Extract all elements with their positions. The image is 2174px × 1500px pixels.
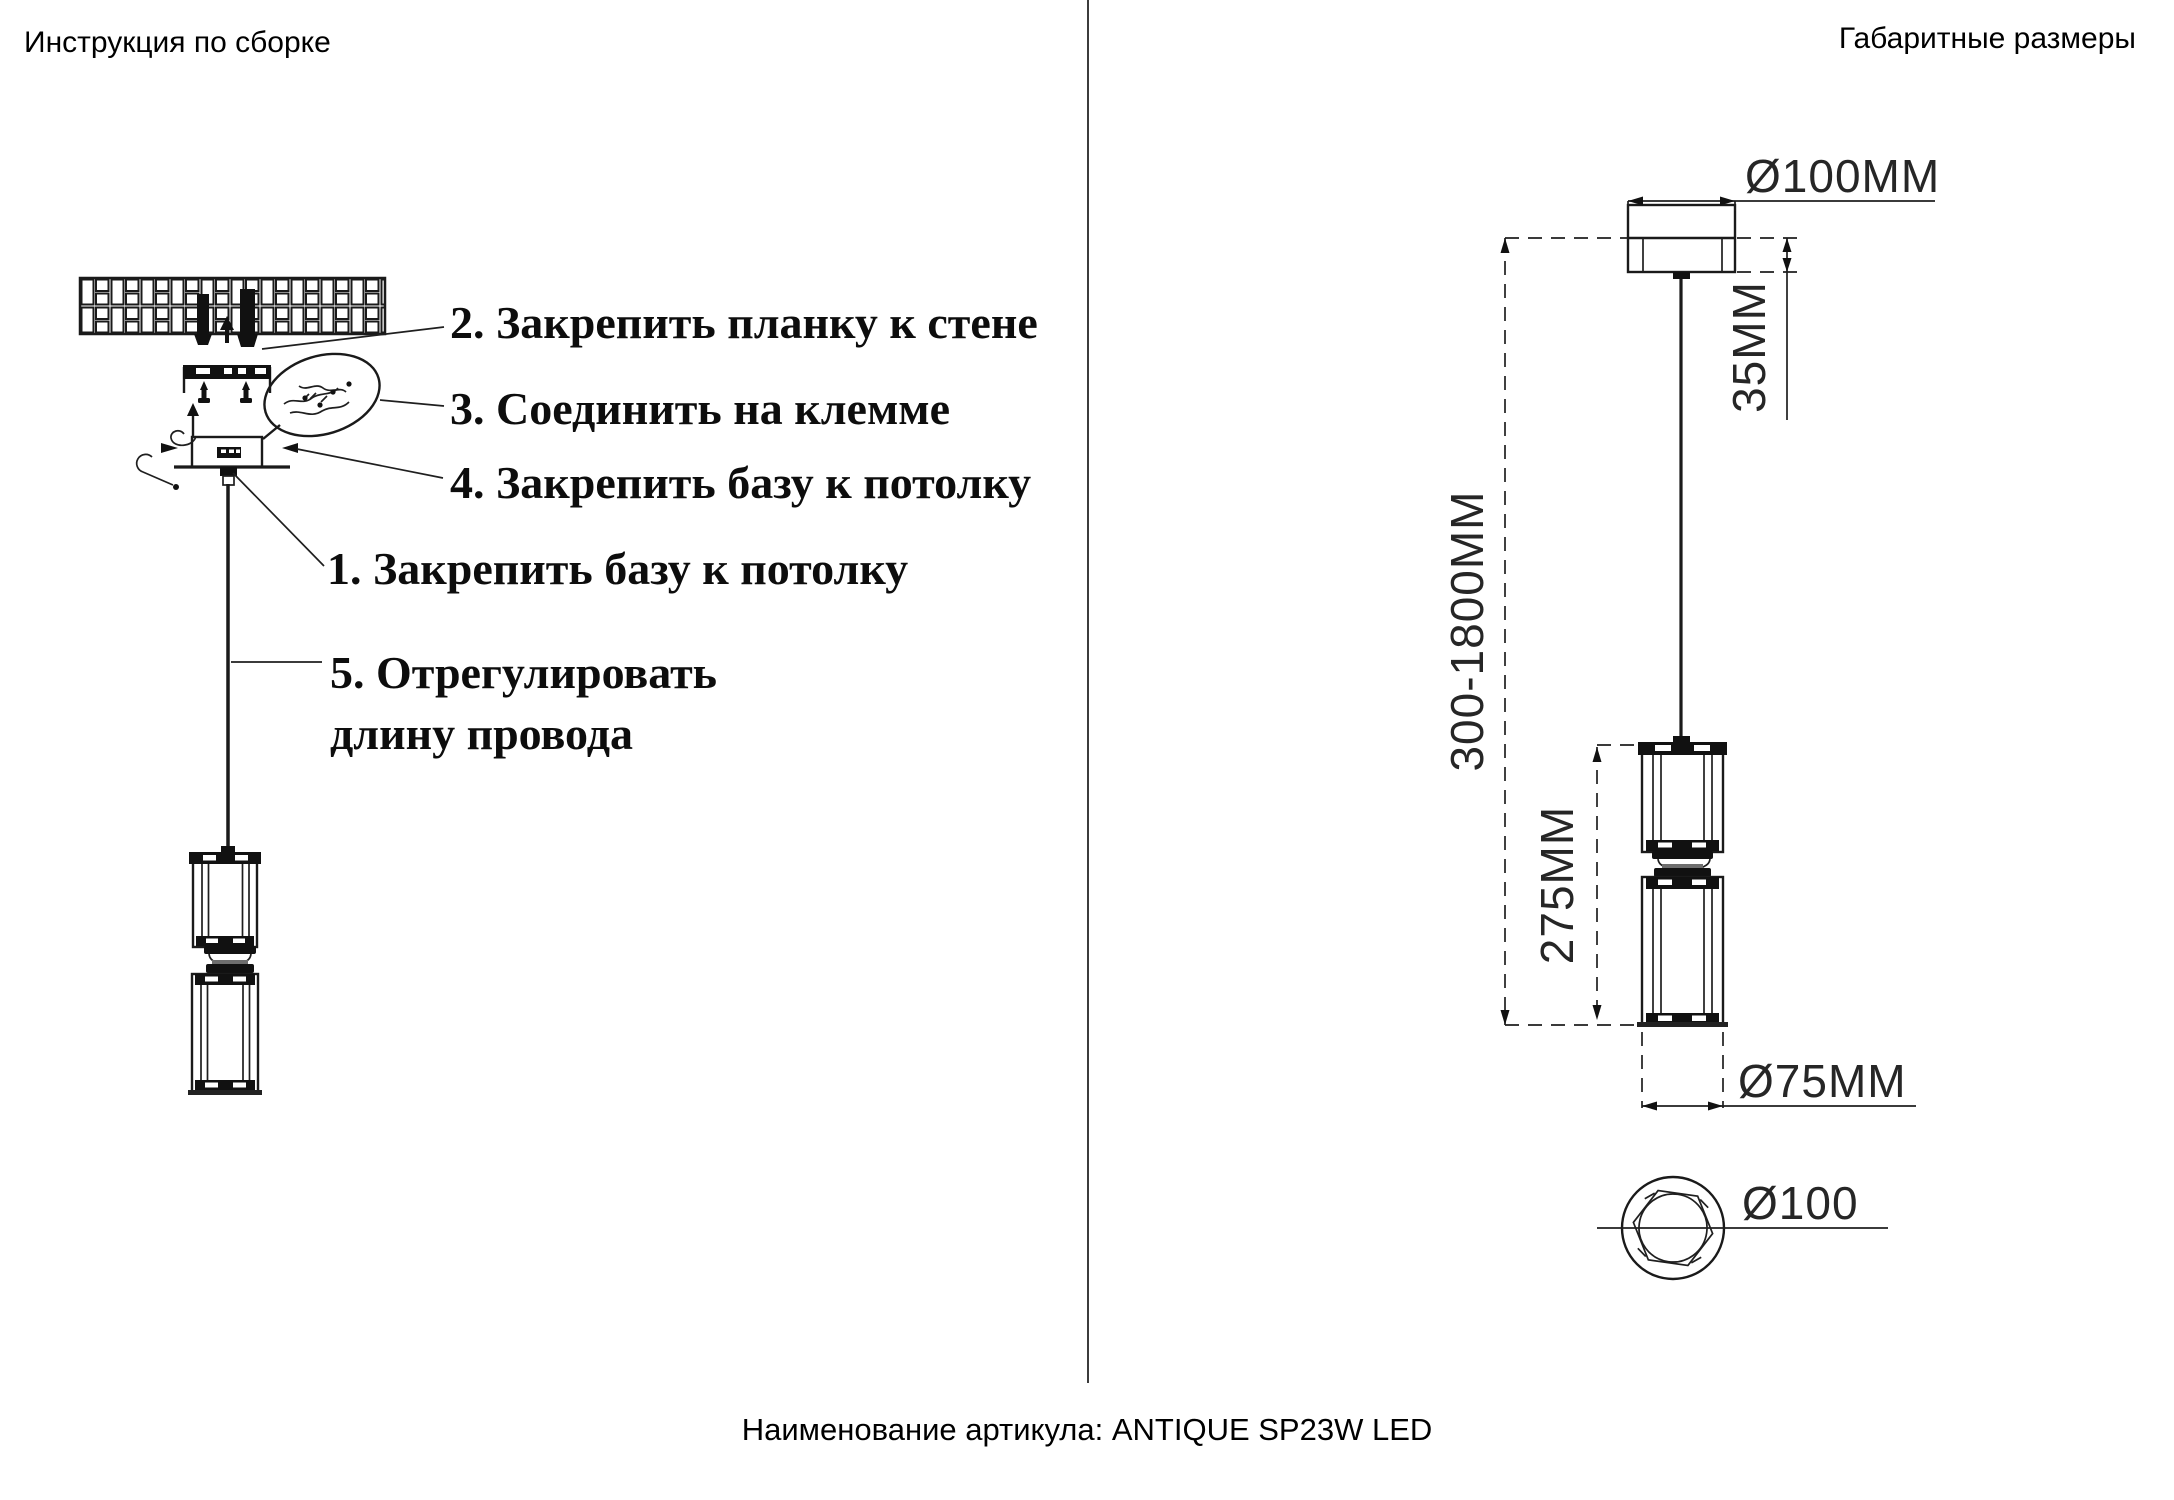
assembly-diagram [80, 278, 1038, 1095]
step-2-label: 2. Закрепить планку к стене [450, 297, 1038, 348]
lamp-waist [204, 946, 256, 973]
step-5-label-line1: 5. Отрегулировать [330, 647, 718, 698]
bracket-screws [198, 381, 252, 403]
dimension-lamp-body [1637, 736, 1728, 1027]
body-height-label: 275MM [1531, 805, 1583, 965]
dimension-lamp-waist [1652, 851, 1713, 877]
dim-body-diameter [1642, 1032, 1916, 1111]
pendant-lamp-preview [188, 846, 262, 1095]
ceiling-canopy [1628, 205, 1735, 279]
dimensions-diagram [1441, 150, 1940, 1279]
article-caption: Наименование артикула: ANTIQUE SP23W LED [741, 1412, 1433, 1447]
left-panel-title: Инструкция по сборке [24, 26, 331, 59]
terminal-detail-balloon [254, 340, 390, 449]
ceiling-base [174, 437, 290, 485]
pointer-step4 [282, 443, 443, 478]
dim-canopy-diameter [1628, 150, 1940, 211]
step-1-label: 1. Закрепить базу к потолку [327, 543, 909, 594]
canopy-diameter-label: Ø100MM [1745, 150, 1941, 202]
canopy-height-label: 35MM [1723, 281, 1775, 413]
side-screw-left-icon [137, 443, 179, 490]
suspension-length-label: 300-1800MM [1441, 490, 1493, 772]
step-4-label: 4. Закрепить базу к потолку [450, 457, 1032, 508]
step-3-label: 3. Соединить на клемме [450, 383, 951, 434]
dim-body-height [1531, 745, 1642, 1020]
screw-motion-icon [171, 403, 199, 445]
step-5-label-line2: длину провода [330, 708, 633, 759]
bottom-view-diameter-label: Ø100 [1742, 1177, 1859, 1229]
pointer-step1 [233, 473, 324, 566]
body-diameter-label: Ø75MM [1738, 1055, 1907, 1107]
pointer-step3 [380, 400, 444, 406]
mounting-bracket [183, 365, 271, 403]
bottom-view [1597, 1177, 1888, 1279]
wall-section [80, 278, 385, 334]
right-panel-title: Габаритные размеры [1838, 22, 2136, 55]
